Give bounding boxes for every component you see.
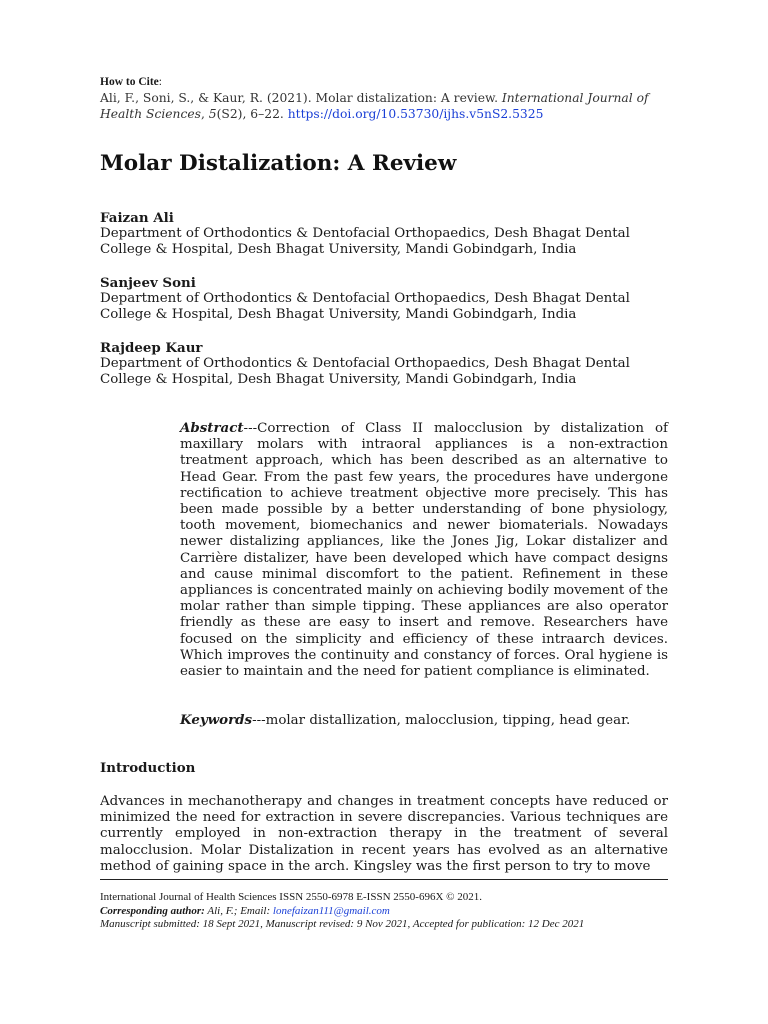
citation-issue: (S2), 6–22. <box>216 107 288 121</box>
doi-link[interactable]: https://doi.org/10.53730/ijhs.v5nS2.5325 <box>287 107 544 121</box>
abstract-text: Correction of Class II malocclusion by distalization of maxillary molars with intraoral appliances is a non-extraction treatment approach, which has been described as an alternative to Head Gear. From the past few years, the procedures have undergone rectification to achieve treatment objective more precisely. This has been made possible by a better understanding of bone physiology, tooth movement, biomechanics and newer biomaterials. Nowadays newer distalizing appliances, like the Jones Jig, Lokar distalizer and Carrière distalizer, have been developed which have compact designs and cause minimal discomfort to the patient. Refinement in these appliances is concentrated mainly on achieving bodily movement of the molar rather than simple tipping. These appliances are also operator friendly as these are easy to insert and remove. Researchers have focused on the simplicity and efficiency of these intraarch devices. Which improves the continuity and constancy of forces. Oral hygiene is easier to maintain and the need for patient compliance is eliminated. <box>180 421 668 680</box>
author-name: Sanjeev Soni <box>100 275 196 291</box>
keywords-text: molar distallization, malocclusion, tipping, head gear. <box>265 713 631 728</box>
keywords-label: Keywords <box>180 712 253 728</box>
footer-divider <box>100 879 668 880</box>
author-name: Faizan Ali <box>100 210 174 226</box>
journal-issn-line: International Journal of Health Sciences ISSN 2550-6978 E-ISSN 2550-696X © 2021. <box>100 891 482 903</box>
author-name: Rajdeep Kaur <box>100 340 203 356</box>
manuscript-dates-line: Manuscript submitted: 18 Sept 2021, Manuscript revised: 9 Nov 2021, Accepted for publication: 12 Dec 2021 <box>100 918 585 930</box>
keywords: Keywords---molar distallization, malocclusion, tipping, head gear. <box>180 712 631 728</box>
how-to-cite-label: How to Cite: <box>100 76 162 88</box>
paper-title: Molar Distalization: A Review <box>100 151 457 176</box>
citation-volume: 5 <box>208 107 217 121</box>
introduction-paragraph: Advances in mechanotherapy and changes in treatment concepts have reduced or minimized the need for extraction in severe discrepancies. Various techniques are currently employed in non-extraction therapy in the treatment of several malocclusion. Molar Distalization in recent years has evolved as an alternative method of gaining space in the arch. Kingsley was the first person to try to move <box>100 794 668 874</box>
author-affiliation: Department of Orthodontics & Dentofacial Orthopaedics, Desh Bhagat Dental College & Hospital, Desh Bhagat University, Mandi Gobindgarh, India <box>100 291 630 322</box>
citation-authors: Ali, F., Soni, S., & Kaur, R. (2021). Molar distalization: A review. <box>100 91 502 105</box>
abstract: Abstract---Correction of Class II malocclusion by distalization of maxillary molars with intraoral appliances is a non-extraction treatment approach, which has been described as an alternative to Head Gear. From the past few years, the procedures have undergone rectification to achieve treatment objective more precisely. This has been made possible by a better understanding of bone physiology, tooth movement, biomechanics and newer biomaterials. Nowadays newer distalizing appliances, like the Jones Jig, Lokar distalizer and Carrière distalizer, have been developed which have compact designs and cause minimal discomfort to the patient. Refinement in these appliances is concentrated mainly on achieving bodily movement of the molar rather than simple tipping. These appliances are also operator friendly as these are easy to insert and remove. Researchers have focused on the simplicity and efficiency of these intraarch devices. Which improves the continuity and constancy of forces. Oral hygiene is easier to maintain and the need for patient compliance is eliminated. <box>180 420 668 680</box>
author-block <box>100 275 668 323</box>
citation-text: Ali, F., Soni, S., & Kaur, R. (2021). Molar distalization: A review. International Journal of Health Sciences, 5(S2), 6–22. https://doi.org/10.53730/ijhs.v5nS2.5325 <box>100 91 649 121</box>
author-block <box>100 210 668 258</box>
author-affiliation: Department of Orthodontics & Dentofacial Orthopaedics, Desh Bhagat Dental College & Hospital, Desh Bhagat University, Mandi Gobindgarh, India <box>100 226 630 257</box>
abstract-label: Abstract <box>180 420 244 436</box>
corresponding-author-line: Corresponding author: Ali, F.; Email: lonefaizan111@gmail.com <box>100 904 390 917</box>
introduction-heading: Introduction <box>100 760 196 776</box>
author-email[interactable]: lonefaizan111@gmail.com <box>272 904 390 917</box>
author-block <box>100 340 668 388</box>
citation-journal: International Journal of Health Sciences <box>100 91 649 121</box>
page-footer <box>100 891 668 932</box>
author-affiliation: Department of Orthodontics & Dentofacial Orthopaedics, Desh Bhagat Dental College & Hospital, Desh Bhagat University, Mandi Gobindgarh, India <box>100 356 630 387</box>
